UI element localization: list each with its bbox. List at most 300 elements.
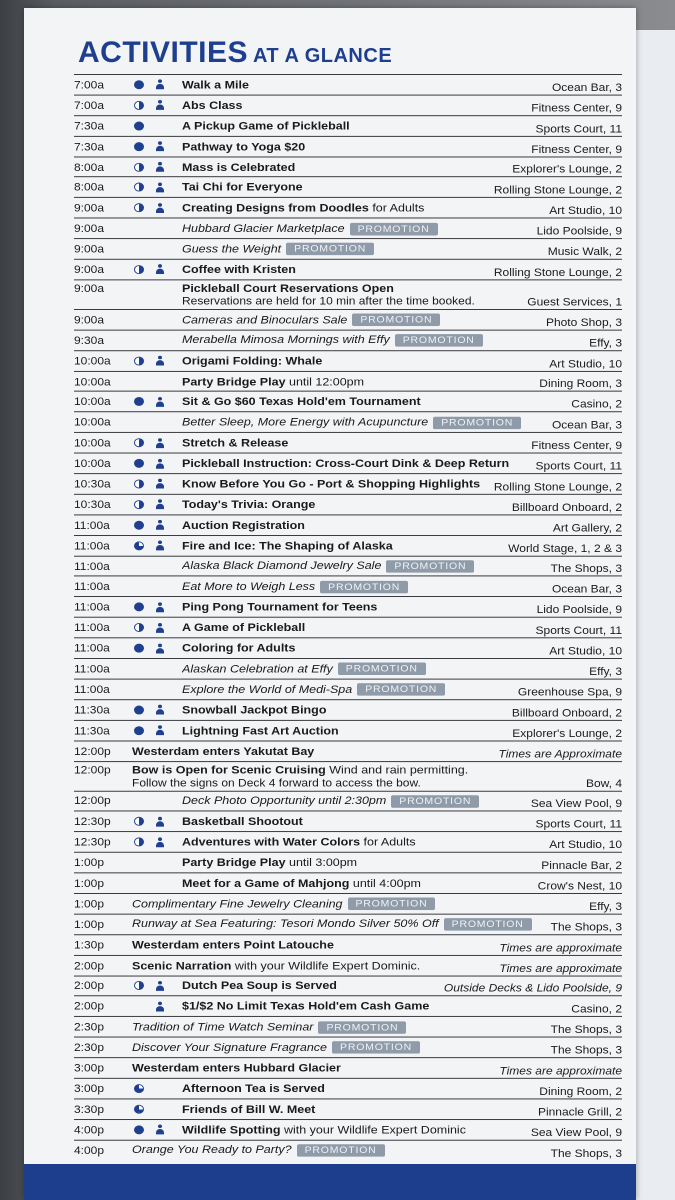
row-time: 11:00a (74, 621, 110, 634)
event-location: Billboard Onboard, 2 (509, 706, 622, 719)
schedule-row (74, 535, 622, 556)
person-icon (155, 100, 165, 110)
person-icon (155, 356, 165, 366)
event-title: Westerdam enters Point Latouche (132, 938, 334, 952)
event-title: Hubbard Glacier Marketplace (182, 221, 345, 235)
event-title: Party Bridge Play (182, 374, 286, 388)
half-circle-icon (134, 183, 144, 192)
event-location: Sea View Pool, 9 (528, 1126, 622, 1139)
row-icons (132, 203, 182, 213)
half-circle-icon (134, 203, 144, 212)
event-location: Outside Decks & Lido Poolside, 9 (441, 982, 622, 995)
row-time: 11:30a (74, 703, 110, 717)
event-title: Origami Folding: Whale (182, 354, 323, 368)
row-time: 9:00a (74, 242, 105, 256)
promotion-badge: PROMOTION (444, 918, 532, 931)
event-title: Know Before You Go - Port & Shopping Highlights (182, 477, 481, 491)
half-circle-icon (134, 101, 144, 110)
empty-slot-icon (134, 582, 144, 591)
row-time: 2:00p (74, 979, 105, 993)
schedule-row (74, 259, 622, 280)
event-title: Pathway to Yoga $20 (182, 140, 306, 153)
person-icon (155, 438, 165, 448)
row-time: 1:00p (74, 856, 105, 869)
row-time: 9:00a (74, 282, 105, 295)
event-title: Stretch & Release (182, 436, 289, 450)
schedule-row (74, 740, 622, 761)
event-suffix: for Adults (360, 835, 416, 849)
schedule-row (74, 596, 622, 617)
promotion-badge: PROMOTION (391, 795, 479, 808)
event-title: Auction Registration (182, 518, 305, 532)
event-title: Better Sleep, More Energy with Acupuncture (182, 415, 429, 429)
row-time: 9:30a (74, 333, 105, 347)
event-location: The Shops, 3 (548, 1044, 622, 1057)
row-time: 10:00a (74, 457, 111, 470)
person-icon (155, 182, 165, 192)
event-title: Lightning Fast Art Auction (182, 724, 339, 737)
event-location: Art Studio, 10 (546, 357, 622, 370)
schedule-row (74, 279, 622, 309)
promotion-badge: PROMOTION (338, 663, 426, 676)
full-circle-icon (134, 603, 144, 612)
event-location: Art Studio, 10 (546, 204, 622, 217)
row-time: 12:30p (74, 815, 111, 828)
promotion-badge: PROMOTION (386, 560, 474, 573)
row-icons (132, 458, 182, 468)
event-location: Fitness Center, 9 (528, 102, 622, 115)
row-icons (132, 837, 182, 847)
event-title: Guess the Weight (182, 242, 282, 255)
event-title: Cameras and Binoculars Sale (182, 313, 348, 326)
promotion-badge: PROMOTION (352, 314, 440, 327)
row-icons (132, 643, 182, 653)
event-location: World Stage, 1, 2 & 3 (505, 542, 622, 555)
event-location: Fitness Center, 9 (528, 439, 622, 452)
event-location: The Shops, 3 (548, 1023, 622, 1036)
event-title: Fire and Ice: The Shaping of Alaska (182, 539, 393, 552)
promotion-badge: PROMOTION (332, 1042, 420, 1055)
row-icons (132, 582, 182, 592)
promotion-badge: PROMOTION (318, 1021, 406, 1034)
event-title: Scenic Narration (132, 959, 232, 972)
event-title: Abs Class (182, 98, 243, 112)
schedule-row (74, 720, 622, 741)
event-suffix: for Adults (368, 201, 425, 215)
event-location: Greenhouse Spa, 9 (515, 686, 622, 699)
schedule-row (74, 872, 622, 893)
person-icon (155, 623, 165, 633)
event-location: Rolling Stone Lounge, 2 (491, 480, 622, 493)
row-time: 3:00p (74, 1061, 105, 1075)
event-title: Friends of Bill W. Meet (182, 1102, 316, 1116)
full-circle-icon (134, 705, 144, 714)
event-location: Guest Services, 1 (524, 295, 622, 308)
schedule-list (74, 74, 622, 1160)
row-time: 12:30p (74, 835, 111, 849)
event-location: Times are Approximate (496, 747, 623, 760)
event-title: Explore the World of Medi-Spa (182, 682, 353, 696)
event-location: Lido Poolside, 9 (534, 225, 622, 238)
row-icons (132, 1084, 182, 1094)
row-time: 12:00p (74, 763, 111, 776)
full-circle-icon (134, 459, 144, 468)
person-icon (155, 1001, 165, 1011)
half-circle-icon (134, 479, 144, 488)
promotion-badge: PROMOTION (286, 243, 374, 256)
schedule-row (74, 831, 622, 852)
event-location: Ocean Bar, 3 (549, 81, 622, 94)
event-title: A Pickup Game of Pickleball (182, 119, 350, 133)
row-time: 7:30a (74, 140, 105, 153)
schedule-row (74, 238, 622, 259)
promotion-badge: PROMOTION (320, 581, 408, 594)
event-location: Effy, 3 (586, 665, 622, 678)
row-icons (132, 725, 182, 735)
schedule-row (74, 1139, 622, 1160)
row-time: 10:30a (74, 498, 111, 511)
row-time: 11:00a (74, 600, 110, 614)
event-suffix: until 4:00pm (349, 876, 421, 890)
event-name (182, 662, 622, 675)
schedule-row (74, 1016, 622, 1037)
row-icons (132, 438, 182, 448)
title-main: ACTIVITIES (78, 36, 249, 69)
promotion-badge: PROMOTION (395, 334, 483, 347)
quarter-circle-icon (134, 1084, 144, 1093)
person-icon (155, 602, 165, 612)
row-time: 11:00a (74, 518, 110, 532)
event-location: Ocean Bar, 3 (549, 583, 622, 596)
row-icons (132, 602, 182, 612)
event-title: Mass is Celebrated (182, 160, 296, 174)
event-location: Rolling Stone Lounge, 2 (491, 266, 622, 279)
empty-slot-icon (134, 315, 144, 324)
event-title: Orange You Ready to Party? (132, 1143, 292, 1157)
row-time: 4:00p (74, 1123, 105, 1136)
person-icon (155, 397, 165, 407)
row-time: 11:00a (74, 539, 110, 552)
row-icons (132, 315, 182, 325)
row-time: 7:00a (74, 98, 105, 112)
event-location: Photo Shop, 3 (543, 316, 622, 329)
person-icon (155, 458, 165, 468)
event-title: Ping Pong Tournament for Teens (182, 600, 378, 614)
event-name (182, 334, 622, 347)
empty-slot-icon (134, 418, 144, 427)
half-circle-icon (134, 162, 144, 171)
empty-slot-icon (134, 685, 144, 694)
empty-slot-icon (134, 1002, 144, 1011)
schedule-row (74, 1119, 622, 1140)
half-circle-icon (134, 438, 144, 447)
schedule-row (74, 350, 622, 371)
schedule-row (74, 136, 622, 157)
row-icons (132, 356, 182, 366)
schedule-row (74, 1078, 622, 1099)
schedule-row (74, 955, 622, 976)
person-icon (155, 80, 165, 90)
full-circle-icon (134, 644, 144, 653)
event-location: Sports Court, 11 (533, 818, 622, 831)
row-time: 4:00p (74, 1143, 105, 1157)
full-circle-icon (134, 521, 144, 530)
event-title: Westerdam enters Hubbard Glacier (132, 1061, 341, 1075)
row-time: 9:00a (74, 201, 105, 215)
half-circle-icon (134, 265, 144, 274)
event-title: Snowball Jackpot Bingo (182, 703, 327, 717)
event-title: Complimentary Fine Jewelry Cleaning (132, 897, 343, 910)
event-title: Today's Trivia: Orange (182, 498, 316, 511)
event-title: Adventures with Water Colors (182, 835, 361, 849)
row-icons (132, 265, 182, 275)
title-sub: AT A GLANCE (252, 45, 393, 67)
event-name (182, 1000, 622, 1013)
event-suffix: with your Wildlife Expert Dominic. (231, 959, 421, 972)
row-time: 8:00a (74, 160, 105, 174)
full-circle-icon (134, 1125, 144, 1134)
half-circle-icon (134, 817, 144, 826)
event-location: Effy, 3 (586, 900, 622, 913)
schedule-row (74, 638, 622, 659)
schedule-row (74, 95, 622, 116)
event-location: Sea View Pool, 9 (528, 797, 622, 810)
event-title: Party Bridge Play (182, 856, 286, 869)
event-title: Afternoon Tea is Served (182, 1082, 325, 1095)
event-location: Times are approximate (496, 941, 622, 954)
schedule-row (74, 115, 622, 136)
row-time: 11:00a (74, 580, 110, 593)
person-icon (155, 141, 165, 151)
event-title: Alaska Black Diamond Jewelry Sale (182, 559, 382, 573)
event-location: Lido Poolside, 9 (534, 604, 622, 617)
person-icon (155, 837, 165, 847)
row-icons (132, 561, 182, 571)
event-location: Pinnacle Grill, 2 (535, 1105, 622, 1118)
event-location: Casino, 2 (568, 398, 622, 411)
schedule-row (74, 156, 622, 177)
event-title: Westerdam enters Yakutat Bay (132, 744, 315, 758)
schedule-row (74, 679, 622, 700)
row-icons (132, 664, 182, 674)
event-location: Sports Court, 11 (533, 460, 622, 473)
schedule-row (74, 914, 622, 935)
event-title: A Game of Pickleball (182, 621, 306, 634)
footer-band (24, 1164, 636, 1200)
event-title: Runway at Sea Featuring: Tesori Mondo Silver 50% Off (132, 917, 439, 931)
full-circle-icon (134, 726, 144, 735)
row-icons (132, 224, 182, 234)
row-icons (132, 141, 182, 151)
event-suffix: until 12:00pm (285, 374, 365, 388)
schedule-row (74, 699, 622, 720)
row-icons (132, 397, 182, 407)
event-title: Alaskan Celebration at Effy (182, 662, 333, 675)
half-circle-icon (134, 356, 144, 365)
person-icon (155, 725, 165, 735)
event-location: Effy, 3 (586, 337, 622, 350)
person-icon (155, 817, 165, 827)
row-time: 12:00p (74, 794, 111, 808)
row-time: 7:00a (74, 78, 105, 91)
row-time: 2:30p (74, 1020, 105, 1034)
row-icons (132, 479, 182, 489)
person-icon (155, 520, 165, 530)
full-circle-icon (134, 142, 144, 151)
row-time: 11:00a (74, 641, 110, 655)
event-location: The Shops, 3 (548, 1147, 622, 1160)
event-location: Music Walk, 2 (545, 245, 622, 258)
event-location: Art Studio, 10 (546, 645, 622, 658)
full-circle-icon (134, 121, 144, 130)
event-title: Discover Your Signature Fragrance (132, 1040, 328, 1054)
person-icon (155, 265, 165, 275)
schedule-row (74, 658, 622, 679)
row-time: 1:00p (74, 876, 105, 890)
event-title: Creating Designs from Doodles (182, 201, 369, 215)
row-time: 3:00p (74, 1082, 105, 1095)
event-title: Coloring for Adults (182, 641, 296, 655)
schedule-row (74, 453, 622, 474)
event-title: Basketball Shootout (182, 815, 303, 828)
schedule-row (74, 996, 622, 1017)
empty-slot-icon (134, 224, 144, 233)
row-icons (132, 1001, 182, 1011)
row-icons (132, 335, 182, 345)
schedule-row (74, 74, 622, 95)
half-circle-icon (134, 838, 144, 847)
event-location: The Shops, 3 (548, 921, 622, 934)
person-icon (155, 643, 165, 653)
row-time: 1:30p (74, 938, 105, 952)
promotion-badge: PROMOTION (350, 222, 438, 235)
event-location: Casino, 2 (568, 1003, 622, 1016)
row-time: 11:00a (74, 683, 110, 696)
person-icon (155, 479, 165, 489)
schedule-row (74, 1098, 622, 1119)
event-name (182, 396, 622, 409)
event-name (132, 763, 622, 788)
row-time: 11:00a (74, 662, 110, 676)
person-icon (155, 981, 165, 991)
row-icons (132, 1104, 182, 1114)
event-title: Tradition of Time Watch Seminar (132, 1020, 314, 1033)
row-icons (132, 817, 182, 827)
full-circle-icon (134, 397, 144, 406)
empty-slot-icon (134, 377, 144, 386)
page-title (78, 36, 392, 70)
row-icons (132, 858, 182, 868)
schedule-row (74, 218, 622, 239)
row-icons (132, 878, 182, 888)
event-location: The Shops, 3 (548, 562, 622, 575)
event-title: Meet for a Game of Mahjong (182, 876, 350, 890)
row-time: 9:00a (74, 313, 105, 326)
row-icons (132, 376, 182, 386)
row-icons (132, 1125, 182, 1135)
event-title: Walk a Mile (182, 78, 249, 91)
empty-slot-icon (134, 245, 144, 254)
schedule-row (74, 975, 622, 996)
schedule-row (74, 893, 622, 914)
schedule-row (74, 617, 622, 638)
row-icons (132, 80, 182, 90)
event-location: Explorer's Lounge, 2 (509, 163, 622, 176)
row-time: 11:00a (74, 559, 110, 573)
half-circle-icon (134, 500, 144, 509)
event-title: Tai Chi for Everyone (182, 181, 303, 194)
empty-slot-icon (134, 879, 144, 888)
row-time: 1:00p (74, 917, 105, 931)
row-icons (132, 244, 182, 254)
row-icons (132, 417, 182, 427)
row-time: 10:30a (74, 477, 111, 491)
event-location: Ocean Bar, 3 (549, 419, 622, 432)
event-title: Pickleball Instruction: Cross-Court Dink & Deep Return (182, 457, 510, 470)
row-time: 8:00a (74, 181, 105, 194)
schedule-row (74, 329, 622, 350)
empty-slot-icon (134, 336, 144, 345)
schedule-row (74, 852, 622, 873)
row-icons (132, 796, 182, 806)
person-icon (155, 500, 165, 510)
schedule-row (74, 494, 622, 515)
quarter-circle-icon (134, 1105, 144, 1114)
schedule-row (74, 432, 622, 453)
promotion-badge: PROMOTION (357, 683, 445, 696)
event-title: Wildlife Spotting (182, 1123, 281, 1136)
schedule-row (74, 309, 622, 330)
event-title: Deck Photo Opportunity until 2:30pm (182, 794, 387, 808)
schedule-row (74, 371, 622, 392)
event-location: Crow's Nest, 10 (535, 880, 622, 893)
event-location: Times are approximate (496, 1064, 622, 1077)
schedule-row (74, 473, 622, 494)
event-location: Times are approximate (496, 962, 622, 975)
schedule-row (74, 514, 622, 535)
event-location: Art Studio, 10 (546, 838, 622, 851)
quarter-circle-icon (134, 541, 144, 550)
row-icons (132, 520, 182, 530)
event-location: Art Gallery, 2 (550, 521, 622, 534)
event-title: Merabella Mimosa Mornings with Effy (182, 333, 390, 347)
row-time: 10:00a (74, 395, 111, 409)
event-location: Rolling Stone Lounge, 2 (491, 184, 622, 197)
schedule-row (74, 197, 622, 218)
event-location: Explorer's Lounge, 2 (509, 727, 622, 740)
promotion-badge: PROMOTION (297, 1144, 385, 1157)
row-icons (132, 623, 182, 633)
schedule-row (74, 1057, 622, 1078)
event-location: Pinnacle Bar, 2 (538, 859, 622, 872)
row-time: 12:00p (74, 744, 111, 758)
schedule-row (74, 177, 622, 198)
row-time: 10:00a (74, 436, 111, 450)
row-time: 2:00p (74, 959, 105, 972)
schedule-row (74, 811, 622, 832)
half-circle-icon (134, 623, 144, 632)
empty-slot-icon (134, 797, 144, 806)
schedule-row (74, 790, 622, 811)
row-time: 3:30p (74, 1102, 105, 1116)
event-location: Bow, 4 (583, 777, 622, 790)
event-suffix: with your Wildlife Expert Dominic (280, 1123, 466, 1136)
row-time: 10:00a (74, 374, 111, 388)
row-time: 10:00a (74, 354, 111, 368)
row-icons (132, 121, 182, 131)
row-icons (132, 684, 182, 694)
row-time: 9:00a (74, 222, 105, 235)
